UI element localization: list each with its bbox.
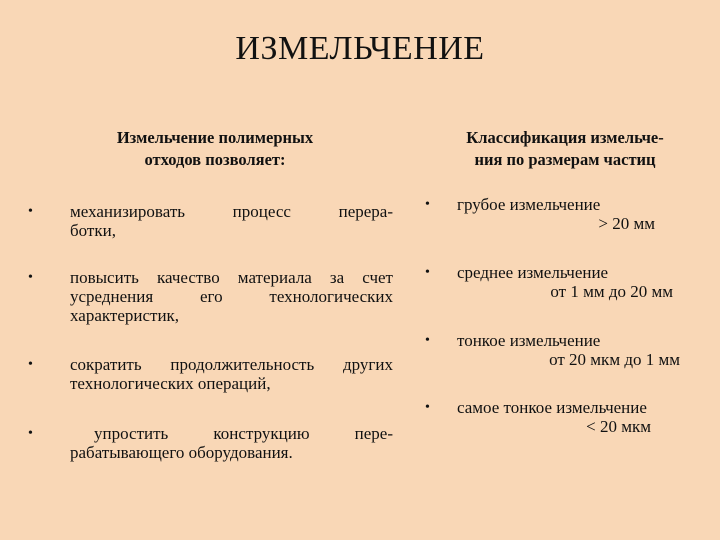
bullet-icon: • <box>425 333 430 348</box>
right-column-heading <box>420 127 710 171</box>
bullet-icon: • <box>28 357 33 372</box>
grind-type: грубое измельчение <box>457 195 601 214</box>
grind-type: среднее измельчение <box>457 263 609 282</box>
left-column-heading <box>70 127 360 171</box>
item-line: упростить конструкцию пере- <box>94 424 393 443</box>
right-heading-line-1: Классификация измельче- <box>466 128 664 147</box>
bullet-icon: • <box>425 400 430 415</box>
list-item <box>28 424 393 462</box>
particle-size: от 1 мм до 20 мм <box>550 282 673 301</box>
bullet-icon: • <box>28 426 33 441</box>
list-item <box>28 355 393 393</box>
right-heading-line-2: ния по размерам частиц <box>474 150 656 169</box>
bullet-icon: • <box>28 270 33 285</box>
bullet-icon: • <box>28 204 33 219</box>
particle-size: от 20 мкм до 1 мм <box>549 350 680 369</box>
list-item <box>28 268 393 325</box>
item-line: сократить продолжительность других <box>70 355 393 374</box>
item-line: механизировать процесс перера- <box>70 202 393 221</box>
left-heading-line-1: Измельчение полимерных <box>116 128 314 147</box>
item-line: рабатывающего оборудования. <box>70 443 293 462</box>
particle-size: > 20 мм <box>598 214 655 233</box>
item-line: повысить качество материала за счет <box>70 268 393 287</box>
list-item <box>425 263 715 301</box>
list-item <box>425 331 715 369</box>
list-item <box>425 398 715 436</box>
list-item <box>425 195 715 233</box>
particle-size: < 20 мкм <box>586 417 651 436</box>
item-line: усреднения его технологических <box>70 287 393 306</box>
bullet-icon: • <box>425 197 430 212</box>
bullet-icon: • <box>425 265 430 280</box>
grind-type: тонкое измельчение <box>457 331 601 350</box>
item-line: характеристик, <box>70 306 180 325</box>
left-heading-line-2: отходов позволяет: <box>144 150 286 169</box>
list-item <box>28 202 393 240</box>
item-line: ботки, <box>70 221 116 240</box>
item-line: технологических операций, <box>70 374 271 393</box>
slide-title: ИЗМЕЛЬЧЕНИЕ <box>235 30 485 67</box>
grind-type: самое тонкое измельчение <box>457 398 647 417</box>
